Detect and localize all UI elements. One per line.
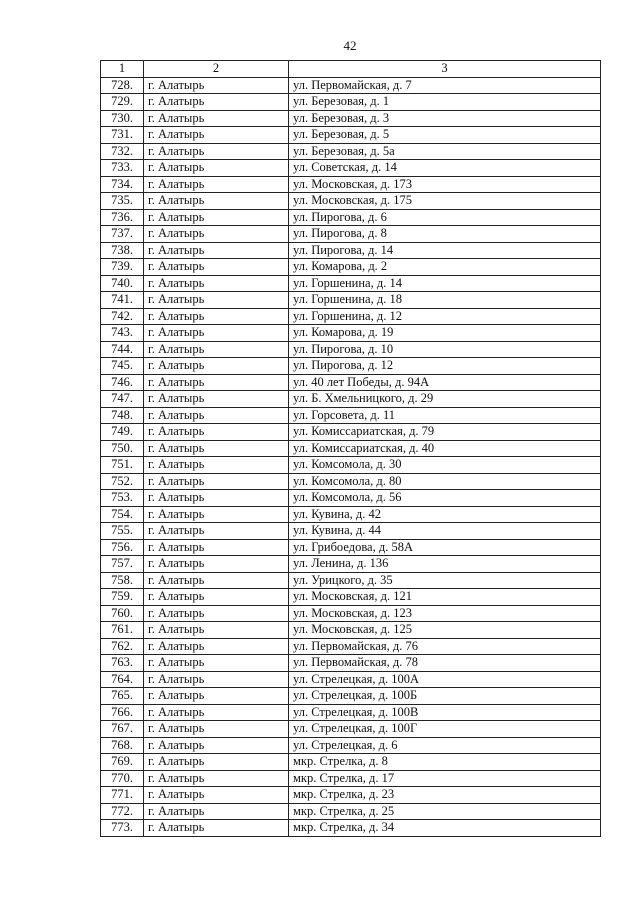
row-number-cell: 756. bbox=[101, 539, 144, 556]
address-cell: ул. Ленина, д. 136 bbox=[289, 556, 601, 573]
city-cell: г. Алатырь bbox=[144, 638, 289, 655]
address-cell: ул. Комсомола, д. 80 bbox=[289, 473, 601, 490]
table-row bbox=[101, 506, 601, 523]
row-number-cell: 748. bbox=[101, 407, 144, 424]
table-row bbox=[101, 737, 601, 754]
row-number-cell: 767. bbox=[101, 721, 144, 738]
city-cell: г. Алатырь bbox=[144, 407, 289, 424]
table-row bbox=[101, 242, 601, 259]
address-cell: ул. Пирогова, д. 14 bbox=[289, 242, 601, 259]
row-number-cell: 749. bbox=[101, 424, 144, 441]
table-row bbox=[101, 704, 601, 721]
city-cell: г. Алатырь bbox=[144, 787, 289, 804]
row-number-cell: 743. bbox=[101, 325, 144, 342]
row-number-cell: 735. bbox=[101, 193, 144, 210]
table-row bbox=[101, 473, 601, 490]
address-cell: ул. Урицкого, д. 35 bbox=[289, 572, 601, 589]
address-cell: ул. Стрелецкая, д. 100А bbox=[289, 671, 601, 688]
row-number-cell: 740. bbox=[101, 275, 144, 292]
table-row bbox=[101, 110, 601, 127]
row-number-cell: 765. bbox=[101, 688, 144, 705]
table-header bbox=[101, 61, 601, 78]
row-number-cell: 736. bbox=[101, 209, 144, 226]
city-cell: г. Алатырь bbox=[144, 572, 289, 589]
row-number-cell: 729. bbox=[101, 94, 144, 111]
table-row bbox=[101, 259, 601, 276]
city-cell: г. Алатырь bbox=[144, 622, 289, 639]
row-number-cell: 752. bbox=[101, 473, 144, 490]
row-number-cell: 754. bbox=[101, 506, 144, 523]
table-row bbox=[101, 622, 601, 639]
address-cell: ул. Комарова, д. 19 bbox=[289, 325, 601, 342]
table-row bbox=[101, 209, 601, 226]
address-cell: ул. Пирогова, д. 12 bbox=[289, 358, 601, 375]
row-number-cell: 750. bbox=[101, 440, 144, 457]
row-number-cell: 758. bbox=[101, 572, 144, 589]
city-cell: г. Алатырь bbox=[144, 605, 289, 622]
row-number-cell: 746. bbox=[101, 374, 144, 391]
row-number-cell: 757. bbox=[101, 556, 144, 573]
city-cell: г. Алатырь bbox=[144, 688, 289, 705]
table-row bbox=[101, 77, 601, 94]
table-row bbox=[101, 176, 601, 193]
address-cell: ул. Березовая, д. 3 bbox=[289, 110, 601, 127]
row-number-cell: 760. bbox=[101, 605, 144, 622]
table-row bbox=[101, 341, 601, 358]
column-header-city: 2 bbox=[144, 61, 289, 78]
city-cell: г. Алатырь bbox=[144, 325, 289, 342]
address-cell: ул. Советская, д. 14 bbox=[289, 160, 601, 177]
city-cell: г. Алатырь bbox=[144, 737, 289, 754]
table-row bbox=[101, 754, 601, 771]
table-row bbox=[101, 671, 601, 688]
table-row bbox=[101, 820, 601, 837]
city-cell: г. Алатырь bbox=[144, 803, 289, 820]
address-cell: ул. Московская, д. 175 bbox=[289, 193, 601, 210]
row-number-cell: 762. bbox=[101, 638, 144, 655]
address-cell: мкр. Стрелка, д. 25 bbox=[289, 803, 601, 820]
city-cell: г. Алатырь bbox=[144, 242, 289, 259]
city-cell: г. Алатырь bbox=[144, 358, 289, 375]
city-cell: г. Алатырь bbox=[144, 589, 289, 606]
table-row bbox=[101, 539, 601, 556]
address-cell: мкр. Стрелка, д. 34 bbox=[289, 820, 601, 837]
address-cell: ул. Московская, д. 173 bbox=[289, 176, 601, 193]
row-number-cell: 731. bbox=[101, 127, 144, 144]
table-row bbox=[101, 226, 601, 243]
address-cell: мкр. Стрелка, д. 17 bbox=[289, 770, 601, 787]
address-cell: ул. Комиссариатская, д. 79 bbox=[289, 424, 601, 441]
table-row bbox=[101, 407, 601, 424]
table-row bbox=[101, 721, 601, 738]
city-cell: г. Алатырь bbox=[144, 490, 289, 507]
table-row bbox=[101, 325, 601, 342]
address-cell: ул. Первомайская, д. 78 bbox=[289, 655, 601, 672]
address-cell: ул. Березовая, д. 5 bbox=[289, 127, 601, 144]
table-row bbox=[101, 770, 601, 787]
table-row bbox=[101, 193, 601, 210]
address-cell: ул. 40 лет Победы, д. 94А bbox=[289, 374, 601, 391]
city-cell: г. Алатырь bbox=[144, 770, 289, 787]
city-cell: г. Алатырь bbox=[144, 424, 289, 441]
address-cell: ул. Московская, д. 123 bbox=[289, 605, 601, 622]
address-cell: ул. Грибоедова, д. 58А bbox=[289, 539, 601, 556]
address-cell: ул. Пирогова, д. 10 bbox=[289, 341, 601, 358]
table-row bbox=[101, 358, 601, 375]
row-number-cell: 734. bbox=[101, 176, 144, 193]
row-number-cell: 764. bbox=[101, 671, 144, 688]
table-row bbox=[101, 556, 601, 573]
address-cell: ул. Первомайская, д. 7 bbox=[289, 77, 601, 94]
row-number-cell: 737. bbox=[101, 226, 144, 243]
table-body bbox=[101, 77, 601, 836]
address-cell: ул. Горшенина, д. 12 bbox=[289, 308, 601, 325]
column-header-address: 3 bbox=[289, 61, 601, 78]
address-table bbox=[100, 60, 601, 837]
city-cell: г. Алатырь bbox=[144, 160, 289, 177]
address-cell: ул. Кувина, д. 44 bbox=[289, 523, 601, 540]
table-row bbox=[101, 424, 601, 441]
city-cell: г. Алатырь bbox=[144, 193, 289, 210]
table-row bbox=[101, 275, 601, 292]
row-number-cell: 751. bbox=[101, 457, 144, 474]
row-number-cell: 768. bbox=[101, 737, 144, 754]
city-cell: г. Алатырь bbox=[144, 94, 289, 111]
row-number-cell: 745. bbox=[101, 358, 144, 375]
address-cell: ул. Комиссариатская, д. 40 bbox=[289, 440, 601, 457]
address-cell: ул. Березовая, д. 1 bbox=[289, 94, 601, 111]
city-cell: г. Алатырь bbox=[144, 556, 289, 573]
column-header-number: 1 bbox=[101, 61, 144, 78]
table-row bbox=[101, 803, 601, 820]
row-number-cell: 738. bbox=[101, 242, 144, 259]
row-number-cell: 769. bbox=[101, 754, 144, 771]
address-cell: ул. Кувина, д. 42 bbox=[289, 506, 601, 523]
row-number-cell: 747. bbox=[101, 391, 144, 408]
row-number-cell: 742. bbox=[101, 308, 144, 325]
row-number-cell: 741. bbox=[101, 292, 144, 309]
address-cell: ул. Пирогова, д. 8 bbox=[289, 226, 601, 243]
address-cell: ул. Стрелецкая, д. 100Б bbox=[289, 688, 601, 705]
address-cell: ул. Горшенина, д. 18 bbox=[289, 292, 601, 309]
address-cell: ул. Стрелецкая, д. 6 bbox=[289, 737, 601, 754]
city-cell: г. Алатырь bbox=[144, 341, 289, 358]
city-cell: г. Алатырь bbox=[144, 754, 289, 771]
table-row bbox=[101, 688, 601, 705]
table-row bbox=[101, 523, 601, 540]
table-header-row bbox=[101, 61, 601, 78]
address-cell: мкр. Стрелка, д. 8 bbox=[289, 754, 601, 771]
city-cell: г. Алатырь bbox=[144, 457, 289, 474]
city-cell: г. Алатырь bbox=[144, 275, 289, 292]
city-cell: г. Алатырь bbox=[144, 391, 289, 408]
city-cell: г. Алатырь bbox=[144, 671, 289, 688]
address-cell: ул. Комсомола, д. 56 bbox=[289, 490, 601, 507]
table-row bbox=[101, 292, 601, 309]
table-row bbox=[101, 160, 601, 177]
address-cell: ул. Московская, д. 125 bbox=[289, 622, 601, 639]
row-number-cell: 766. bbox=[101, 704, 144, 721]
city-cell: г. Алатырь bbox=[144, 523, 289, 540]
address-cell: ул. Комарова, д. 2 bbox=[289, 259, 601, 276]
address-cell: ул. Первомайская, д. 76 bbox=[289, 638, 601, 655]
row-number-cell: 773. bbox=[101, 820, 144, 837]
address-cell: ул. Стрелецкая, д. 100Г bbox=[289, 721, 601, 738]
city-cell: г. Алатырь bbox=[144, 506, 289, 523]
address-cell: мкр. Стрелка, д. 23 bbox=[289, 787, 601, 804]
row-number-cell: 730. bbox=[101, 110, 144, 127]
row-number-cell: 759. bbox=[101, 589, 144, 606]
city-cell: г. Алатырь bbox=[144, 704, 289, 721]
city-cell: г. Алатырь bbox=[144, 143, 289, 160]
table-row bbox=[101, 638, 601, 655]
table-row bbox=[101, 440, 601, 457]
table-row bbox=[101, 143, 601, 160]
city-cell: г. Алатырь bbox=[144, 77, 289, 94]
row-number-cell: 761. bbox=[101, 622, 144, 639]
city-cell: г. Алатырь bbox=[144, 440, 289, 457]
table-row bbox=[101, 374, 601, 391]
table-row bbox=[101, 457, 601, 474]
table-row bbox=[101, 391, 601, 408]
row-number-cell: 753. bbox=[101, 490, 144, 507]
row-number-cell: 732. bbox=[101, 143, 144, 160]
city-cell: г. Алатырь bbox=[144, 820, 289, 837]
city-cell: г. Алатырь bbox=[144, 226, 289, 243]
city-cell: г. Алатырь bbox=[144, 259, 289, 276]
address-cell: ул. Горсовета, д. 11 bbox=[289, 407, 601, 424]
address-cell: ул. Березовая, д. 5а bbox=[289, 143, 601, 160]
table-row bbox=[101, 655, 601, 672]
city-cell: г. Алатырь bbox=[144, 127, 289, 144]
table-row bbox=[101, 589, 601, 606]
city-cell: г. Алатырь bbox=[144, 308, 289, 325]
row-number-cell: 733. bbox=[101, 160, 144, 177]
address-cell: ул. Стрелецкая, д. 100В bbox=[289, 704, 601, 721]
city-cell: г. Алатырь bbox=[144, 209, 289, 226]
table-row bbox=[101, 490, 601, 507]
table-row bbox=[101, 127, 601, 144]
city-cell: г. Алатырь bbox=[144, 473, 289, 490]
address-cell: ул. Московская, д. 121 bbox=[289, 589, 601, 606]
table-row bbox=[101, 605, 601, 622]
address-cell: ул. Горшенина, д. 14 bbox=[289, 275, 601, 292]
table-row bbox=[101, 787, 601, 804]
table-row bbox=[101, 572, 601, 589]
city-cell: г. Алатырь bbox=[144, 110, 289, 127]
address-cell: ул. Б. Хмельницкого, д. 29 bbox=[289, 391, 601, 408]
city-cell: г. Алатырь bbox=[144, 721, 289, 738]
row-number-cell: 770. bbox=[101, 770, 144, 787]
city-cell: г. Алатырь bbox=[144, 539, 289, 556]
city-cell: г. Алатырь bbox=[144, 374, 289, 391]
page-number: 42 bbox=[343, 38, 357, 53]
row-number-cell: 728. bbox=[101, 77, 144, 94]
address-cell: ул. Пирогова, д. 6 bbox=[289, 209, 601, 226]
row-number-cell: 755. bbox=[101, 523, 144, 540]
row-number-cell: 772. bbox=[101, 803, 144, 820]
table-row bbox=[101, 94, 601, 111]
city-cell: г. Алатырь bbox=[144, 176, 289, 193]
row-number-cell: 763. bbox=[101, 655, 144, 672]
row-number-cell: 739. bbox=[101, 259, 144, 276]
row-number-cell: 744. bbox=[101, 341, 144, 358]
row-number-cell: 771. bbox=[101, 787, 144, 804]
city-cell: г. Алатырь bbox=[144, 292, 289, 309]
address-cell: ул. Комсомола, д. 30 bbox=[289, 457, 601, 474]
table-row bbox=[101, 308, 601, 325]
city-cell: г. Алатырь bbox=[144, 655, 289, 672]
